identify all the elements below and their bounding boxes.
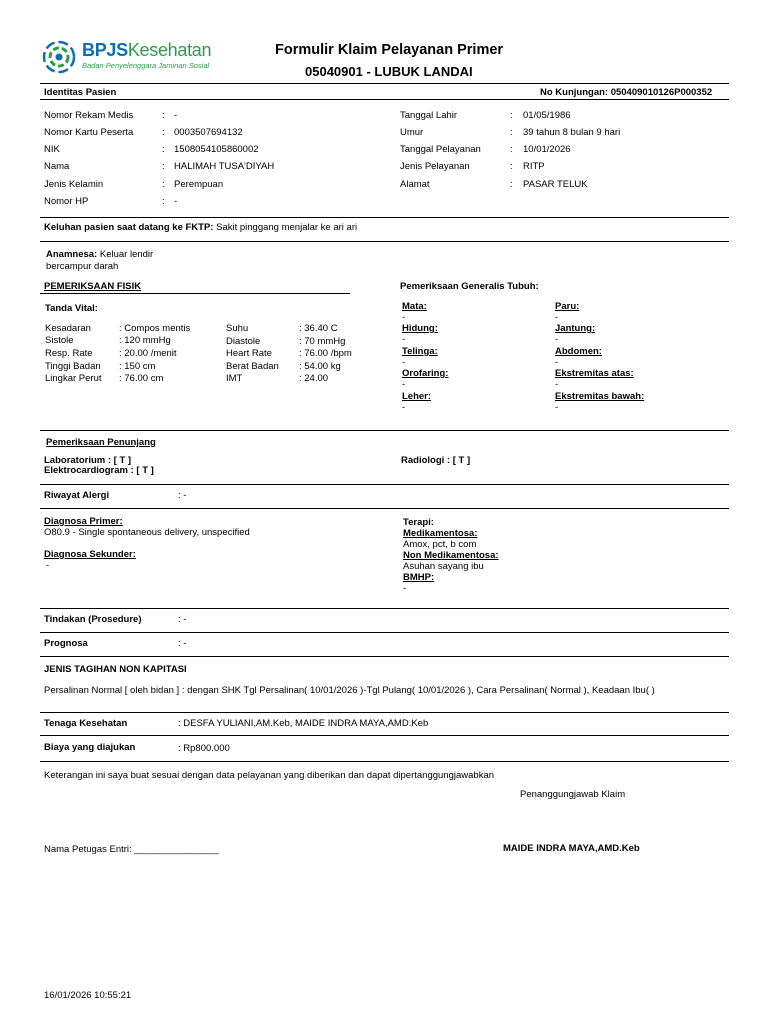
vital-value: : 70 mmHg [299,336,346,347]
vital-label: Suhu [226,323,249,334]
keluhan [44,222,357,233]
generalis-label: Telinga: [402,346,438,357]
vital-label: IMT [226,373,243,384]
generalis-label: Mata: [402,301,427,312]
vital-value: : 76.00 cm [119,373,164,384]
keluhan-value: Sakit pinggang menjalar ke ari ari [216,222,358,233]
value-tanggal-pelayanan: 10/01/2026 [523,144,571,155]
tindakan-label: Tindakan (Prosedure) [44,614,142,625]
vital-label: Tinggi Badan [45,361,101,372]
value-alamat: PASAR TELUK [523,179,588,190]
generalis-value: - [402,402,406,413]
value-tanggal-lahir: 01/05/1986 [523,110,571,121]
penunjang-ekg: Elektrocardiogram : [ T ] [44,465,154,476]
label-jenis-pelayanan: Jenis Pelayanan [400,161,470,172]
label-tanggal-pelayanan: Tanggal Pelayanan [400,144,481,155]
generalis-value: - [402,357,406,368]
no-kunjungan: No Kunjungan: 050409010126P000352 [540,87,713,98]
generalis-value: - [402,334,406,345]
generalis-heading: Pemeriksaan Generalis Tubuh: [400,281,539,292]
generalis-label: Ekstremitas atas: [555,368,634,379]
label-rekam-medis: Nomor Rekam Medis [44,110,134,121]
alergi-label: Riwayat Alergi [44,490,110,501]
value-umur: 39 tahun 8 bulan 9 hari [523,127,621,138]
value-nomor-hp: - [174,196,178,207]
diagnosa-primer-label: Diagnosa Primer: [44,516,123,527]
label-nama: Nama [44,161,70,172]
generalis-value: - [555,334,559,345]
anamnesa-label: Anamnesa: [46,249,98,260]
label-jenis-kelamin: Jenis Kelamin [44,179,104,190]
tanda-vital-heading: Tanda Vital: [45,303,98,314]
bpjs-logo [42,40,232,76]
vital-value: : 150 cm [119,361,156,372]
non-medikamentosa-value: Asuhan sayang ibu [403,561,484,572]
identitas-heading: Identitas Pasien [44,87,117,98]
penanggungjawab: Penanggungjawab Klaim [520,789,626,800]
keluhan-label: Keluhan pasien saat datang ke FKTP: [44,222,214,233]
diagnosa-sekunder-label: Diagnosa Sekunder: [44,549,136,560]
value-jenis-pelayanan: RITP [523,161,545,172]
prognosa-value: : - [178,638,187,649]
generalis-label: Paru: [555,301,580,312]
generalis-label: Orofaring: [402,368,449,379]
generalis-label: Ekstremitas bawah: [555,391,645,402]
signer-name: MAIDE INDRA MAYA,AMD.Keb [503,843,640,854]
bmhp-value: - [403,583,407,594]
value-kartu-peserta: 0003507694132 [174,127,243,138]
label-umur: Umur [400,127,424,138]
keterangan: Keterangan ini saya buat sesuai dengan data pelayanan yang diberikan dan dapat dipertanggungjawabkan [44,770,495,781]
penunjang-heading: Pemeriksaan Penunjang [46,437,156,448]
value-nik: 1508054105860002 [174,144,259,155]
value-jenis-kelamin: Perempuan [174,179,224,190]
generalis-label: Abdomen: [555,346,602,357]
vital-label: Lingkar Perut [45,373,102,384]
generalis-label: Jantung: [555,323,596,334]
generalis-value: - [402,312,406,323]
vital-value: : 24.00 [299,373,329,384]
vital-label: Diastole [226,336,261,347]
bmhp-label: BMHP: [403,572,435,583]
label-nomor-hp: Nomor HP [44,196,89,207]
medikamentosa-label: Medikamentosa: [403,528,478,539]
label-alamat: Alamat [400,179,430,190]
tagihan-value: Persalinan Normal [ oleh bidan ] : dengan SHK Tgl Persalinan( 10/01/2026 )-Tgl Pulang( 10/01/2026 ), Cara Persalinan( Normal ), Keadaan Ibu( ) [44,685,655,696]
label-kartu-peserta: Nomor Kartu Peserta [44,127,134,138]
vital-label: Heart Rate [226,348,272,359]
tenaga-label: Tenaga Kesehatan [44,718,128,729]
generalis-value: - [555,402,559,413]
logo-brand: BPJSKesehatan [82,40,212,60]
diagnosa-primer-value: O80.9 - Single spontaneous delivery, unspecified [44,527,250,538]
logo-tagline: Badan Penyelenggara Jaminan Sosial [82,61,210,70]
form-title: Formulir Klaim Pelayanan Primer [275,42,504,58]
prognosa-label: Prognosa [44,638,88,649]
tindakan-value: : - [178,614,187,625]
non-medikamentosa-label: Non Medikamentosa: [403,550,499,561]
anamnesa-value-1: Keluar lendir [99,249,154,260]
value-nama: HALIMAH TUSA'DIYAH [174,161,275,172]
bpjs-emblem-icon [42,40,76,74]
alergi-value: : - [178,490,187,501]
form-subtitle: 05040901 - LUBUK LANDAI [305,64,473,79]
vital-value: : 120 mmHg [119,335,171,346]
biaya-label: Biaya yang diajukan [44,742,136,753]
label-tanggal-lahir: Tanggal Lahir [400,110,458,121]
timestamp: 16/01/2026 10:55:21 [44,990,132,1001]
generalis-value: - [555,312,559,323]
penunjang-radiologi: Radiologi : [ T ] [401,455,471,466]
vital-value: : 20.00 /menit [119,348,177,359]
tenaga-value: : DESFA YULIANI,AM.Keb, MAIDE INDRA MAYA,AMD.Keb [178,718,429,729]
penunjang-lab: Laboratorium : [ T ] [44,455,132,466]
vital-label: Sistole [45,335,74,346]
diagnosa-sekunder-value: - [46,560,50,571]
anamnesa-value-2: bercampur darah [46,261,119,272]
fisik-heading: PEMERIKSAAN FISIK [44,281,142,292]
medikamentosa-value: Amox, pct, b com [403,539,477,550]
petugas-entri: Nama Petugas Entri: ________________ [44,844,219,855]
generalis-value: - [402,379,406,390]
label-nik: NIK [44,144,60,155]
anamnesa [46,249,153,260]
generalis-value: - [555,379,559,390]
generalis-label: Hidung: [402,323,438,334]
generalis-value: - [555,357,559,368]
generalis-label: Leher: [402,391,432,402]
vital-value: : 54.00 kg [299,361,341,372]
vital-label: Kesadaran [45,323,91,334]
terapi-label: Terapi: [403,517,434,528]
vital-label: Berat Badan [226,361,279,372]
vital-label: Resp. Rate [45,348,93,359]
vital-value: : Compos mentis [119,323,191,334]
value-rekam-medis: - [174,110,178,121]
biaya-value: : Rp800.000 [178,743,230,754]
vital-value: : 76.00 /bpm [299,348,352,359]
vital-value: : 36.40 C [299,323,338,334]
tagihan-heading: JENIS TAGIHAN NON KAPITASI [44,664,187,675]
